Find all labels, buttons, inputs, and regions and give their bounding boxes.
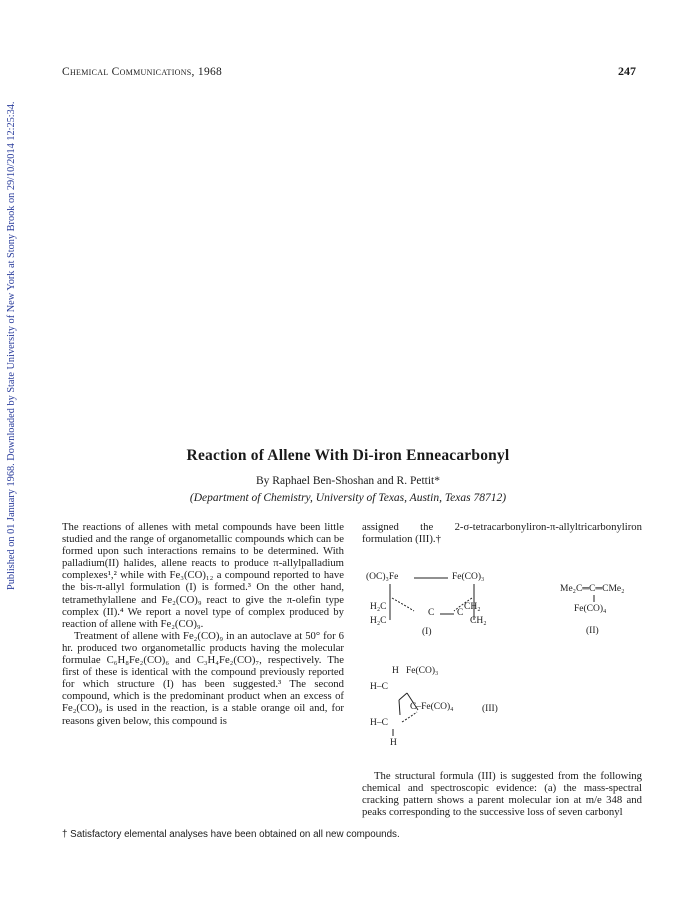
c-left-label: C — [428, 608, 435, 618]
allyl-bond-lower — [402, 712, 417, 722]
tetramethylallene-label: Me₂C═C═CMe₂ — [560, 584, 625, 594]
fe-left-label: (OC)₃Fe — [366, 572, 399, 582]
paragraph: Treatment of allene with Fe₂(CO)₉ in an autoclave at 50° for 6 hr. produced two organometallic products having the molecular formulae C₆H₈Fe₂(CO)₆ and C₃H₄Fe₂(CO)₇, respectively. The first of these is identical with the compound previously reported for which structure (I) has been suggested.³ The second compound, which is the predominant product when an excess of Fe₂(CO)₉ is used in the reaction, is a stable orange oil and, for reasons given below, this compound is — [62, 629, 344, 727]
structure-iii-label: (III) — [482, 704, 498, 714]
h2c-top-label: H₂C — [370, 602, 387, 612]
page-number: 247 — [618, 64, 636, 78]
running-head: Chemical Communications, 1968 — [62, 66, 223, 78]
paragraph: assigned the 2-σ-tetracarbonyliron-π-allyltricarbonyliron formulation (III).† — [362, 521, 642, 546]
ch2-bottom-label: CH₂ — [470, 616, 487, 626]
allyl-bond-left — [392, 598, 414, 611]
body-column-left — [62, 521, 344, 727]
fe-right-label: Fe(CO)₃ — [452, 572, 485, 582]
body-column-right-bottom — [362, 770, 642, 818]
byline: By Raphael Ben-Shoshan and R. Pettit* — [256, 475, 440, 487]
h-bottom-label: H — [390, 738, 397, 748]
c-c-bond-vertical — [399, 700, 400, 715]
footnote: † Satisfactory elemental analyses have been obtained on all new compounds. — [62, 829, 400, 840]
paragraph: The reactions of allenes with metal compounds have been little studied and the range of organometallic compounds which can be formed upon such interactions remains to be determined. With palladium(II) halides, allene reacts to produce π-allylpalladium complexes¹,² while with Fe₃(CO)₁₂ a compound reported to have the bis-π-allyl formulation (I) is formed.³ On the other hand, tetramethylallene and Fe₂(CO)₉ react to give the π-olefin type complex (II).⁴ We report a novel type of complex produced by reaction of allene with Fe₂(CO)₉. — [62, 521, 344, 630]
structure-i-label: (I) — [422, 627, 432, 637]
c-right-label: C — [457, 608, 464, 618]
fe-co4-label: Fe(CO)₄ — [574, 604, 607, 614]
h-top-label: H — [392, 666, 399, 676]
download-notice: Published on 01 January 1968. Downloaded by State University of New York at Stony Brook on 29/10/2014 12:25:34. — [6, 101, 17, 590]
hc-bottom-label: H–C — [370, 718, 388, 728]
paragraph: The structural formula (III) is suggested from the following chemical and spectroscopic evidence: (a) the mass-spectral cracking pattern shows a parent molecular ion at m/e 348 and peaks corresponding to the successive loss of seven carbonyl — [362, 770, 642, 819]
ch2-top-label: CH₂ — [464, 602, 481, 612]
article-title: Reaction of Allene With Di-iron Enneacarbonyl — [186, 447, 510, 464]
hc-top-label: H–C — [370, 682, 388, 692]
fe-c-bond-top — [399, 693, 407, 700]
body-column-right-top — [362, 521, 642, 545]
affiliation: (Department of Chemistry, University of Texas, Austin, Texas 78712) — [189, 492, 507, 504]
chemical-structures — [362, 562, 662, 767]
structure-ii-label: (II) — [586, 626, 599, 636]
c-fe-co4-label: C–Fe(CO)₄ — [410, 702, 454, 712]
h2c-bottom-label: H₂C — [370, 616, 387, 626]
fe-co3-label: Fe(CO)₃ — [406, 666, 439, 676]
